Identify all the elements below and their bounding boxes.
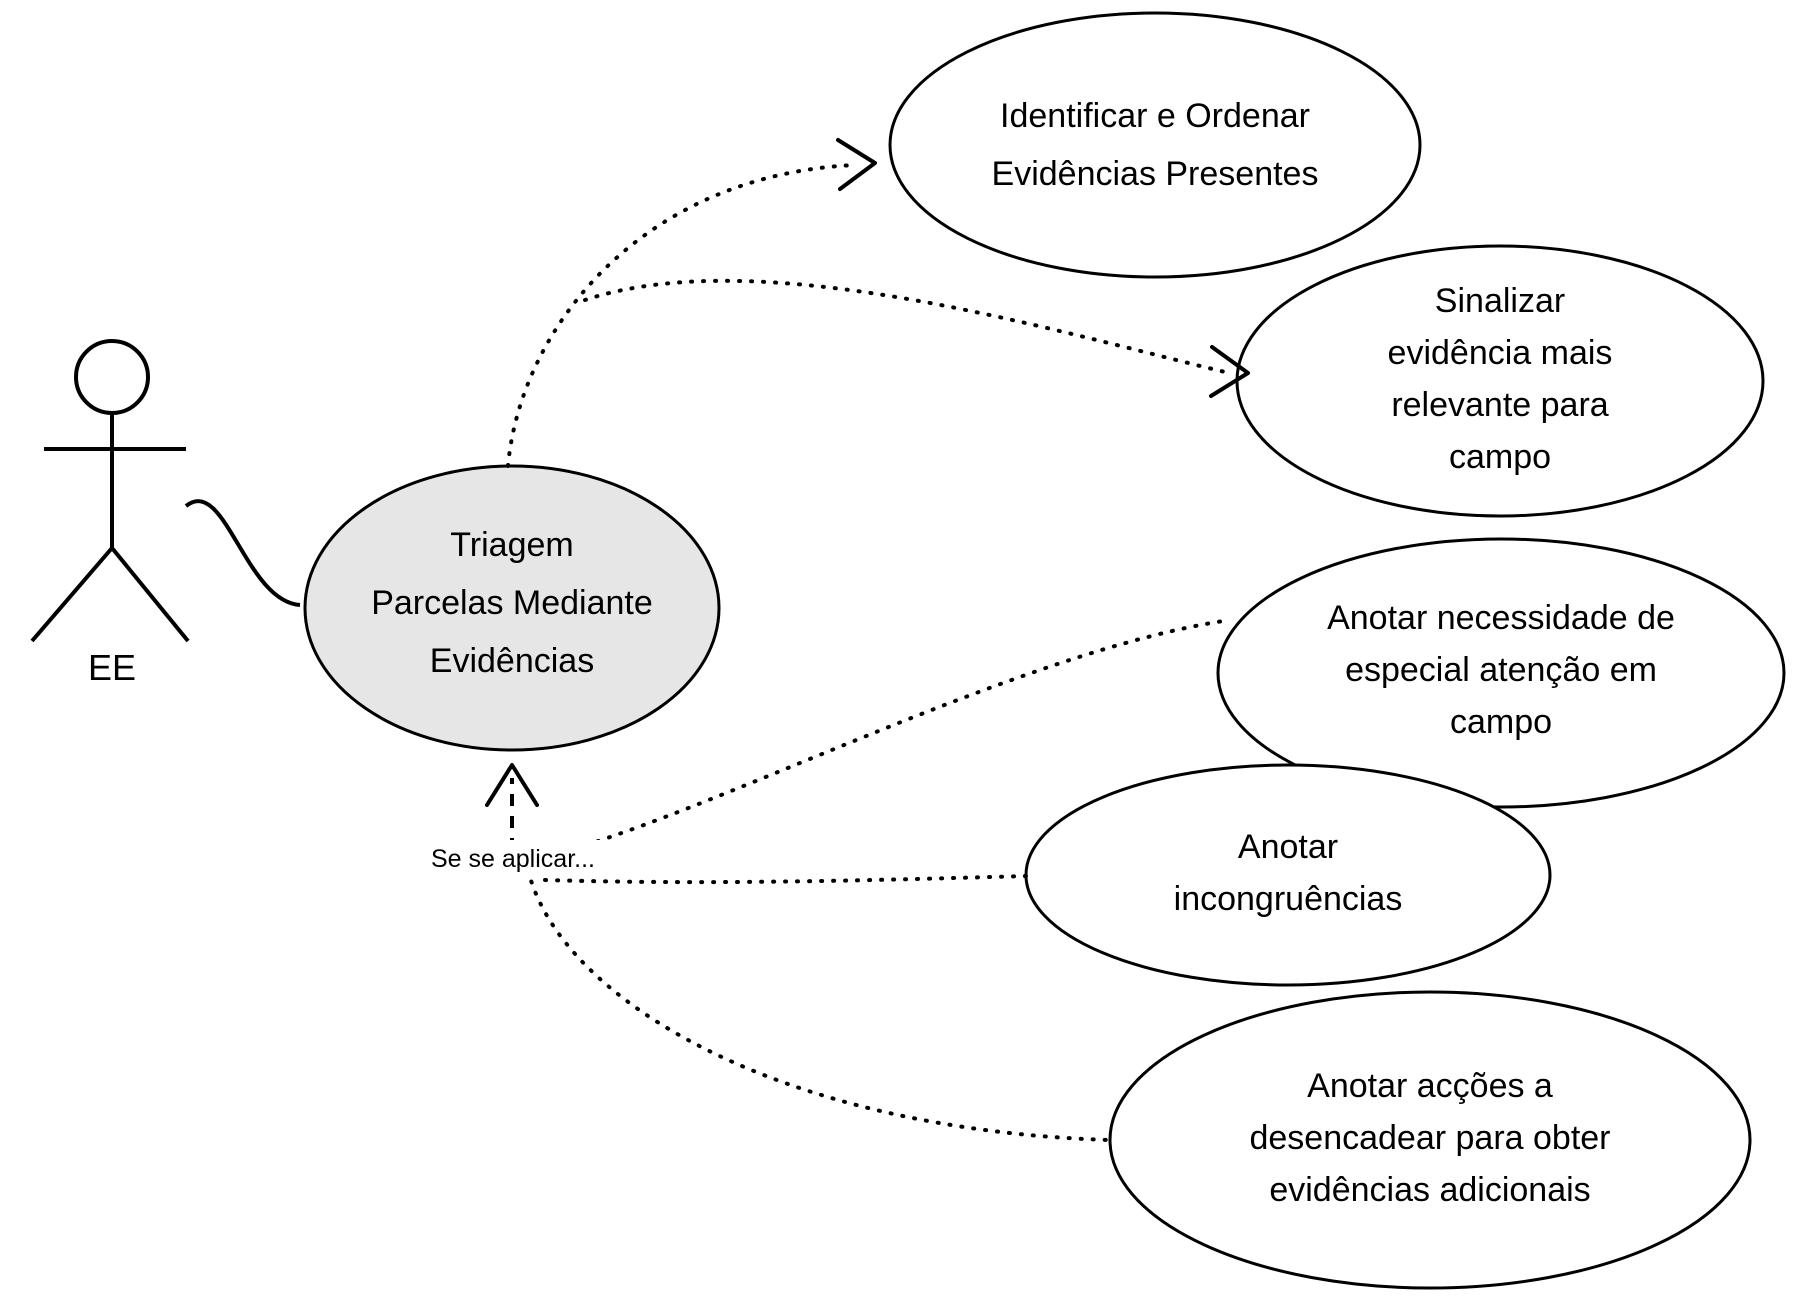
association-actor-to-triagem [186,501,300,605]
arrowhead-identificar [838,140,875,189]
use-case-anotar-accoes-line-2: desencadear para obter [1249,1118,1611,1157]
use-case-anotar-incongruencias-ellipse[interactable] [1026,765,1550,985]
use-case-identificar-ordenar-line-1: Identificar e Ordenar [1000,96,1310,135]
use-case-anotar-incongruencias-line-2: incongruências [1173,879,1403,918]
use-case-anotar-accoes-line-1: Anotar acções a [1307,1066,1553,1105]
edge-triagem-to-anotar-accoes [528,870,1110,1140]
edge-triagem-to-anotar-incongruencias [545,876,1028,882]
actor-head-icon [76,341,148,413]
use-case-identificar-ordenar-line-2: Evidências Presentes [991,154,1319,193]
use-case-triagem[interactable] [305,466,719,750]
use-case-anotar-accoes[interactable] [1110,992,1750,1288]
use-case-sinalizar-evidencia-line-2: evidência mais [1387,333,1613,372]
actor-label: EE [87,647,137,688]
use-case-anotar-necessidade-line-2: especial atenção em [1345,650,1657,689]
use-case-sinalizar-evidencia-line-3: relevante para [1391,385,1609,424]
use-case-anotar-necessidade-line-3: campo [1449,702,1553,741]
use-case-triagem-line-3: Evidências [429,641,595,680]
actor-ee[interactable] [32,341,188,688]
use-case-sinalizar-evidencia-line-4: campo [1448,437,1552,476]
edge-label-se-se-aplicar: Se se aplicar... [431,845,595,873]
use-case-triagem-line-1: Triagem [450,525,574,564]
actor-left-leg-line [32,548,112,641]
use-case-identificar-ordenar-ellipse[interactable] [890,13,1420,277]
use-case-identificar-ordenar[interactable] [890,13,1420,277]
use-case-sinalizar-evidencia[interactable] [1237,246,1763,516]
use-case-sinalizar-evidencia-line-1: Sinalizar [1434,281,1566,320]
actor-right-leg-line [112,548,188,641]
edge-triagem-to-identificar [508,165,855,466]
edge-triagem-to-sinalizar [585,281,1225,372]
use-case-anotar-accoes-line-3: evidências adicionais [1269,1170,1591,1209]
use-case-anotar-incongruencias-line-1: Anotar [1237,827,1339,866]
use-case-triagem-line-2: Parcelas Mediante [371,583,653,622]
use-case-anotar-incongruencias[interactable] [1026,765,1550,985]
use-case-anotar-necessidade-line-1: Anotar necessidade de [1327,598,1675,637]
